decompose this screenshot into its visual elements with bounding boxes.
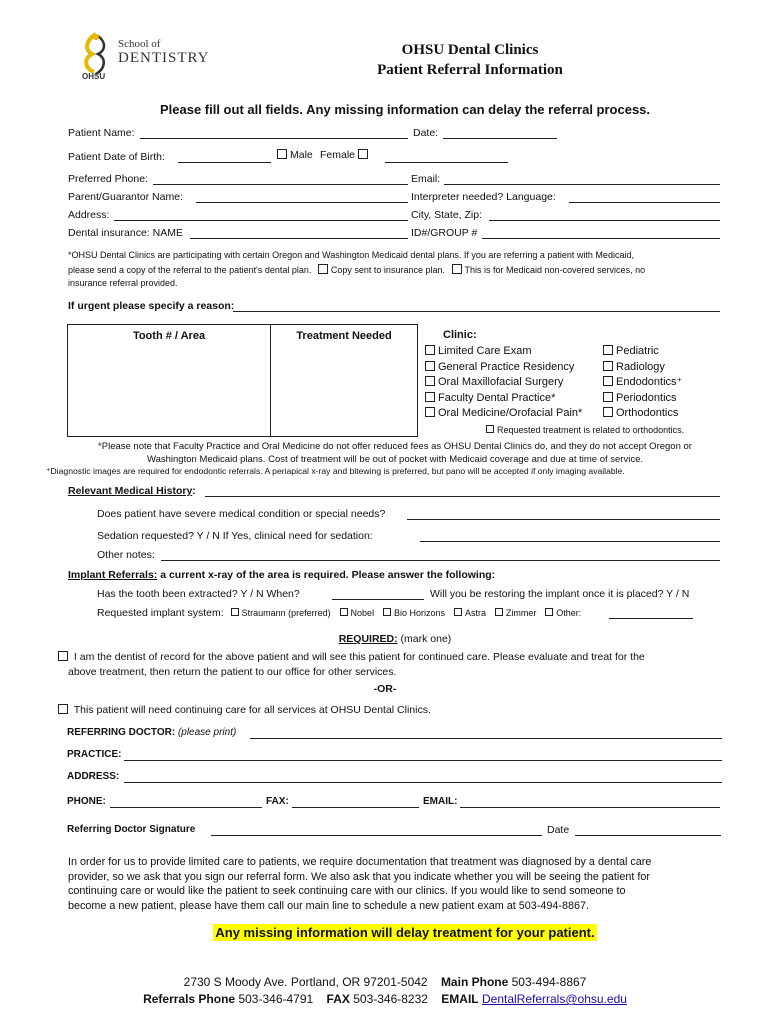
- clinic-checkbox[interactable]: [603, 392, 613, 402]
- implant-checkbox[interactable]: [495, 608, 503, 616]
- id-label: ID#/GROUP #: [411, 227, 478, 239]
- clinic-checkbox[interactable]: [425, 376, 435, 386]
- clinic-checkbox[interactable]: [603, 407, 613, 417]
- guardian-label: Parent/Guarantor Name:: [68, 191, 183, 203]
- non-covered-checkbox[interactable]: [452, 264, 462, 274]
- clinic-checkbox[interactable]: [603, 345, 613, 355]
- id-field[interactable]: [482, 227, 720, 239]
- patient-name-field[interactable]: [140, 127, 408, 139]
- option2-checkbox[interactable]: [58, 704, 68, 714]
- implant-other-field[interactable]: [609, 607, 693, 619]
- clinic-option[interactable]: Periodontics: [603, 391, 682, 407]
- email-field[interactable]: [444, 173, 720, 185]
- patient-name-label: Patient Name:: [68, 127, 135, 139]
- dob-label: Patient Date of Birth:: [68, 151, 165, 163]
- clinic-option[interactable]: Endodontics⁺: [603, 375, 682, 391]
- implant-checkbox[interactable]: [545, 608, 553, 616]
- clinic-option[interactable]: Radiology: [603, 360, 682, 376]
- ref-fax-field[interactable]: [292, 796, 419, 808]
- signature-field[interactable]: [211, 824, 542, 836]
- practice-label: PRACTICE:: [67, 749, 122, 760]
- sedation-label: Sedation requested? Y / N If Yes, clinical need for sedation:: [97, 530, 373, 542]
- fee-note-line2: Washington Medicaid plans. Cost of treatment will be out of pocket with Medicaid coverage and due at time of service.: [146, 454, 643, 465]
- restoring-label: Will you be restoring the implant once it is placed? Y / N: [430, 588, 690, 600]
- address-label: Address:: [68, 209, 110, 221]
- fee-note-line1: *Please note that Faculty Practice and Oral Medicine do not offer reduced fees as OHSU Dental Clinics do, and they do not accept Oregon or: [98, 441, 692, 452]
- extraction-when-field[interactable]: [332, 588, 424, 600]
- implant-option[interactable]: Astra: [454, 608, 486, 618]
- col-treatment-header: Treatment Needed: [296, 330, 392, 342]
- gender-other-field[interactable]: [385, 151, 508, 163]
- clinic-option[interactable]: Limited Care Exam: [425, 344, 582, 360]
- urgent-label: If urgent please specify a reason:: [68, 300, 235, 312]
- implant-option[interactable]: Bio Horizons: [383, 608, 445, 618]
- ref-phone-label: PHONE:: [67, 796, 106, 807]
- footer-line1: 2730 S Moody Ave. Portland, OR 97201-5042 Main Phone 503-494-8867: [183, 975, 587, 989]
- address-field[interactable]: [114, 209, 408, 221]
- extracted-label: Has the tooth been extracted? Y / N When?: [97, 588, 300, 600]
- ref-address-field[interactable]: [124, 771, 722, 783]
- male-checkbox[interactable]: [277, 149, 287, 159]
- clinics-left-list: [425, 344, 582, 422]
- ortho-option[interactable]: Requested treatment is related to orthodontics.: [486, 425, 684, 435]
- missing-info-warning: Any missing information will delay treatment for your patient.: [215, 925, 595, 940]
- male-option[interactable]: Male: [277, 149, 313, 161]
- clinic-checkbox[interactable]: [425, 407, 435, 417]
- medical-history-heading: Relevant Medical History:: [68, 485, 196, 497]
- medicaid-note-line3: insurance referral provided.: [68, 278, 178, 288]
- required-heading: REQUIRED: (mark one): [338, 633, 452, 645]
- page-title: OHSU Dental Clinics: [401, 42, 539, 58]
- clinic-option[interactable]: Orthodontics: [603, 406, 682, 422]
- special-needs-field[interactable]: [407, 508, 720, 520]
- tooth-area-cell[interactable]: [68, 325, 271, 437]
- footer-line2: Referrals Phone 503-346-4791 FAX 503-346-8232 EMAIL DentalReferrals@ohsu.edu: [143, 992, 627, 1006]
- email-label: Email:: [411, 173, 441, 185]
- ref-fax-label: FAX:: [266, 796, 289, 807]
- sig-date-field[interactable]: [575, 824, 721, 836]
- clinic-option[interactable]: General Practice Residency: [425, 360, 582, 376]
- option-continued-care[interactable]: I am the dentist of record for the above patient and will see this patient for continued care. Please evaluate and treat for the: [58, 651, 645, 663]
- clinic-header: Clinic:: [443, 329, 477, 341]
- clinic-checkbox[interactable]: [425, 361, 435, 371]
- clinic-checkbox[interactable]: [603, 376, 613, 386]
- logo-line3: OHSU: [82, 72, 106, 81]
- medicaid-note-line2: please send a copy of the referral to the patient's dental plan. Copy sent to insurance plan. This is for Medicaid non-covered services, no: [68, 265, 646, 275]
- guardian-field[interactable]: [196, 191, 408, 203]
- special-needs-label: Does patient have severe medical condition or special needs?: [97, 508, 386, 520]
- clinic-option[interactable]: Oral Maxillofacial Surgery: [425, 375, 582, 391]
- female-option[interactable]: Female: [320, 149, 371, 161]
- ref-email-label: EMAIL:: [423, 796, 458, 807]
- sig-date-label: Date: [547, 824, 570, 836]
- ref-email-field[interactable]: [460, 796, 720, 808]
- option1-line2: above treatment, then return the patient to our office for other services.: [68, 666, 397, 678]
- ortho-checkbox[interactable]: [486, 425, 494, 433]
- medicaid-note-line1: *OHSU Dental Clinics are participating with certain Oregon and Washington Medicaid dental plans. If you are referring a patient with Medicaid,: [68, 250, 634, 260]
- clinics-right-list: [603, 344, 682, 422]
- other-notes-field[interactable]: [161, 549, 720, 561]
- city-label: City, State, Zip:: [411, 209, 482, 221]
- missing-info-warning-wrap: [0, 925, 770, 940]
- other-notes-label: Other notes:: [97, 549, 155, 561]
- signature-label: Referring Doctor Signature: [67, 824, 196, 835]
- implant-checkbox[interactable]: [231, 608, 239, 616]
- implant-checkbox[interactable]: [454, 608, 462, 616]
- date-label: Date:: [413, 127, 439, 139]
- insurance-field[interactable]: [190, 227, 408, 239]
- implant-checkbox[interactable]: [383, 608, 391, 616]
- logo-line1: School of: [118, 38, 161, 50]
- medical-history-field[interactable]: [205, 485, 720, 497]
- dob-field[interactable]: [178, 151, 271, 163]
- city-field[interactable]: [489, 209, 720, 221]
- female-checkbox[interactable]: [358, 149, 368, 159]
- treatment-needed-cell[interactable]: [271, 325, 418, 437]
- logo-line2: DENTISTRY: [118, 50, 210, 66]
- clinic-checkbox[interactable]: [425, 392, 435, 402]
- clinic-checkbox[interactable]: [425, 345, 435, 355]
- phone-label: Preferred Phone:: [68, 173, 148, 185]
- col-tooth-header: Tooth # / Area: [132, 330, 206, 342]
- page-subtitle: Patient Referral Information: [377, 62, 563, 78]
- or-divider: -OR-: [373, 683, 397, 695]
- closing-paragraph: In order for us to provide limited care to patients, we require documentation that treatment was diagnosed by a dental care provider, so we ask that you sign our referral form. We also ask that you indicate whether you will be seeing the patient for continuing care or would like the patient to seek continuing care with our clinics. If you would like to send someone to become a new patient, please have them call our main line to schedule a new patient exam at 503-494-8867.: [68, 856, 652, 912]
- ref-address-label: ADDRESS:: [67, 771, 120, 782]
- practice-field[interactable]: [124, 749, 722, 761]
- ohsu-logo: [78, 32, 208, 84]
- fee-note-line3: ⁺Diagnostic images are required for endodontic referrals. A periapical x-ray and bitewing is preferred, but pano will be accepted if only imaging available.: [46, 466, 625, 476]
- implant-checkbox[interactable]: [340, 608, 348, 616]
- clinic-option[interactable]: Faculty Dental Practice*: [425, 391, 582, 407]
- implant-option[interactable]: Zimmer: [495, 608, 537, 618]
- date-field[interactable]: [443, 127, 557, 139]
- referrals-email-link[interactable]: DentalReferrals@ohsu.edu: [481, 992, 627, 1006]
- urgent-field[interactable]: [233, 300, 720, 312]
- phone-field[interactable]: [153, 173, 408, 185]
- copy-sent-checkbox[interactable]: [318, 264, 328, 274]
- implant-system-row: Requested implant system: Straumann (preferred) Nobel Bio Horizons Astra Zimmer Other:: [97, 607, 582, 619]
- implant-option[interactable]: Straumann (preferred): [231, 608, 331, 618]
- implant-heading: Implant Referrals: a current x-ray of the area is required. Please answer the following:: [68, 569, 496, 581]
- option1-checkbox[interactable]: [58, 651, 68, 661]
- instruction: Please fill out all fields. Any missing information can delay the referral process.: [159, 102, 651, 117]
- clinic-option[interactable]: Pediatric: [603, 344, 682, 360]
- clinic-option[interactable]: Oral Medicine/Orofacial Pain*: [425, 406, 582, 422]
- sedation-field[interactable]: [420, 530, 720, 542]
- insurance-label: Dental insurance: NAME: [68, 227, 183, 239]
- interpreter-label: Interpreter needed? Language:: [411, 191, 556, 203]
- option-ohsu-care[interactable]: This patient will need continuing care for all services at OHSU Dental Clinics.: [58, 704, 431, 716]
- ref-phone-field[interactable]: [110, 796, 262, 808]
- clinic-checkbox[interactable]: [603, 361, 613, 371]
- interpreter-field[interactable]: [569, 191, 720, 203]
- referring-doctor-field[interactable]: [250, 727, 722, 739]
- referring-doctor-label: REFERRING DOCTOR: (please print): [67, 727, 237, 738]
- implant-option[interactable]: Nobel: [340, 608, 375, 618]
- implant-option[interactable]: Other:: [545, 608, 581, 618]
